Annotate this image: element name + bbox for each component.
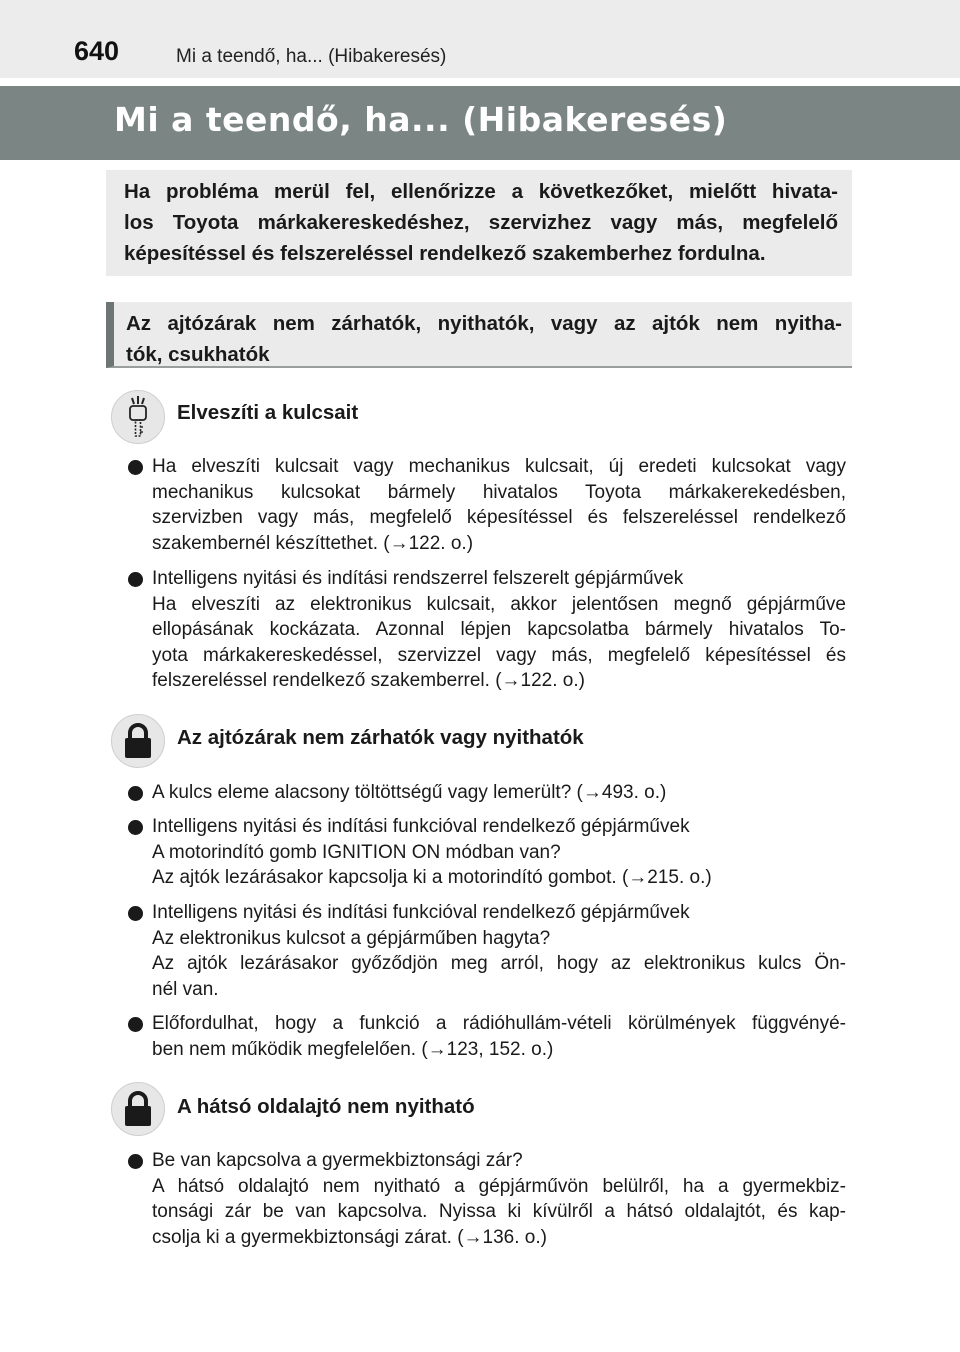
subsection-heading: A hátsó oldalajtó nem nyitható xyxy=(177,1095,475,1118)
bullet-paragraph xyxy=(152,454,846,556)
bullet-paragraph xyxy=(152,566,846,694)
bullet-line: A motorindító gomb IGNITION ON módban van? xyxy=(152,841,561,863)
bullet-line: nél van. xyxy=(152,978,219,1000)
bullet-paragraph xyxy=(152,1011,846,1062)
padlock-icon xyxy=(111,1082,165,1136)
chapter-title: Mi a teendő, ha... (Hibakeresés) xyxy=(114,100,728,139)
bullet-line: Intelligens nyitási és indítási funkcióval rendelkező gépjárművek xyxy=(152,816,690,837)
bullet-line: mechanikus kulcsokat bármely hivatalos Toyota márkakerekedésben, xyxy=(152,481,846,503)
subsection-heading: Az ajtózárak nem zárhatók vagy nyithatók xyxy=(177,726,584,749)
bullet-line: Intelligens nyitási és indítási funkcióval rendelkező gépjárművek xyxy=(152,902,690,923)
bullet-line: Ha elveszíti az elektronikus kulcsait, akkor jelentősen megnő gépjárműve xyxy=(152,593,846,615)
bullet-dot xyxy=(128,1154,143,1169)
bullet-line: yota márkakereskedéssel, szervizzel vagy más, megfelelő képesítéssel és xyxy=(152,644,846,666)
bullet-line: Intelligens nyitási és indítási rendszerrel felszerelt gépjárművek xyxy=(152,568,684,589)
intro-line: Ha probléma merül fel, ellenőrizze a következőket, mielőtt hivata- xyxy=(124,180,838,203)
bullet-paragraph xyxy=(152,900,846,1002)
bullet-line: szervizben vagy más, megfelelő képesítéssel és felszereléssel rendelkező xyxy=(152,507,846,528)
section-heading-box xyxy=(106,302,852,368)
bullet-line: Az ajtók lezárásakor kapcsolja ki a motorindító gombot. (→215. o.) xyxy=(152,867,712,888)
section-title-line: tók, csukhatók xyxy=(126,343,270,366)
bullet-line: csolja ki a gyermekbiztonsági zárat. (→136. o.) xyxy=(152,1226,547,1248)
bullet-dot xyxy=(128,460,143,475)
section-title xyxy=(126,308,842,370)
bullet-dot xyxy=(128,786,143,801)
page-number: 640 xyxy=(74,36,120,66)
bullet-line: szakembernél készíttethet. (→122. o.) xyxy=(152,532,474,554)
chapter-banner xyxy=(0,86,960,160)
bullet-paragraph xyxy=(152,1148,846,1250)
bullet-dot xyxy=(128,820,143,835)
bullet-line: Ha elveszíti kulcsait vagy mechanikus kulcsait, új eredeti kulcsokat vagy xyxy=(152,456,846,477)
bullet-line: felszereléssel rendelkező szakemberrel. (→122. o.) xyxy=(152,670,585,691)
key-icon xyxy=(111,390,165,444)
bullet-line: Az elektronikus kulcsot a gépjárműben hagyta? xyxy=(152,927,551,949)
bullet-line: ellopásának kockázata. Azonnal lépjen kapcsolatba bármely hivatalos To- xyxy=(152,619,846,640)
bullet-line: Előfordulhat, hogy a funkció a rádióhullám-vételi körülmények függvényé- xyxy=(152,1013,846,1034)
bullet-dot xyxy=(128,572,143,587)
bullet-paragraph xyxy=(152,780,846,806)
intro-line: képesítéssel és felszereléssel rendelkező szakemberhez fordulna. xyxy=(124,242,766,265)
bullet-line: Az ajtók lezárásakor győződjön meg arról, hogy az elektronikus kulcs Ön- xyxy=(152,953,846,974)
section-title-line: Az ajtózárak nem zárhatók, nyithatók, vagy az ajtók nem nyitha- xyxy=(126,312,842,335)
bullet-line: A kulcs eleme alacsony töltöttségű vagy lemerült? (→493. o.) xyxy=(152,782,667,803)
bullet-dot xyxy=(128,1017,143,1032)
bullet-line: tonsági zár be van kapcsolva. Nyissa ki kívülről a hátsó oldalajtót, és kap- xyxy=(152,1201,846,1222)
bullet-line: ben nem működik megfelelően. (→123, 152. o.) xyxy=(152,1038,554,1060)
bullet-dot xyxy=(128,906,143,921)
bullet-line: Be van kapcsolva a gyermekbiztonsági zár? xyxy=(152,1150,523,1171)
bullet-line: A hátsó oldalajtó nem nyitható a gépjárművön belülről, ha a gyermekbiz- xyxy=(152,1175,846,1197)
bullet-paragraph xyxy=(152,814,846,891)
intro-text xyxy=(124,176,838,269)
padlock-icon xyxy=(111,714,165,768)
intro-line: los Toyota márkakereskedéshez, szervizhez vagy más, megfelelő xyxy=(124,211,838,234)
intro-box xyxy=(106,170,852,276)
subsection-heading: Elveszíti a kulcsait xyxy=(177,401,359,424)
page-header-bar xyxy=(0,0,960,78)
running-header-title: Mi a teendő, ha... (Hibakeresés) xyxy=(176,46,447,67)
